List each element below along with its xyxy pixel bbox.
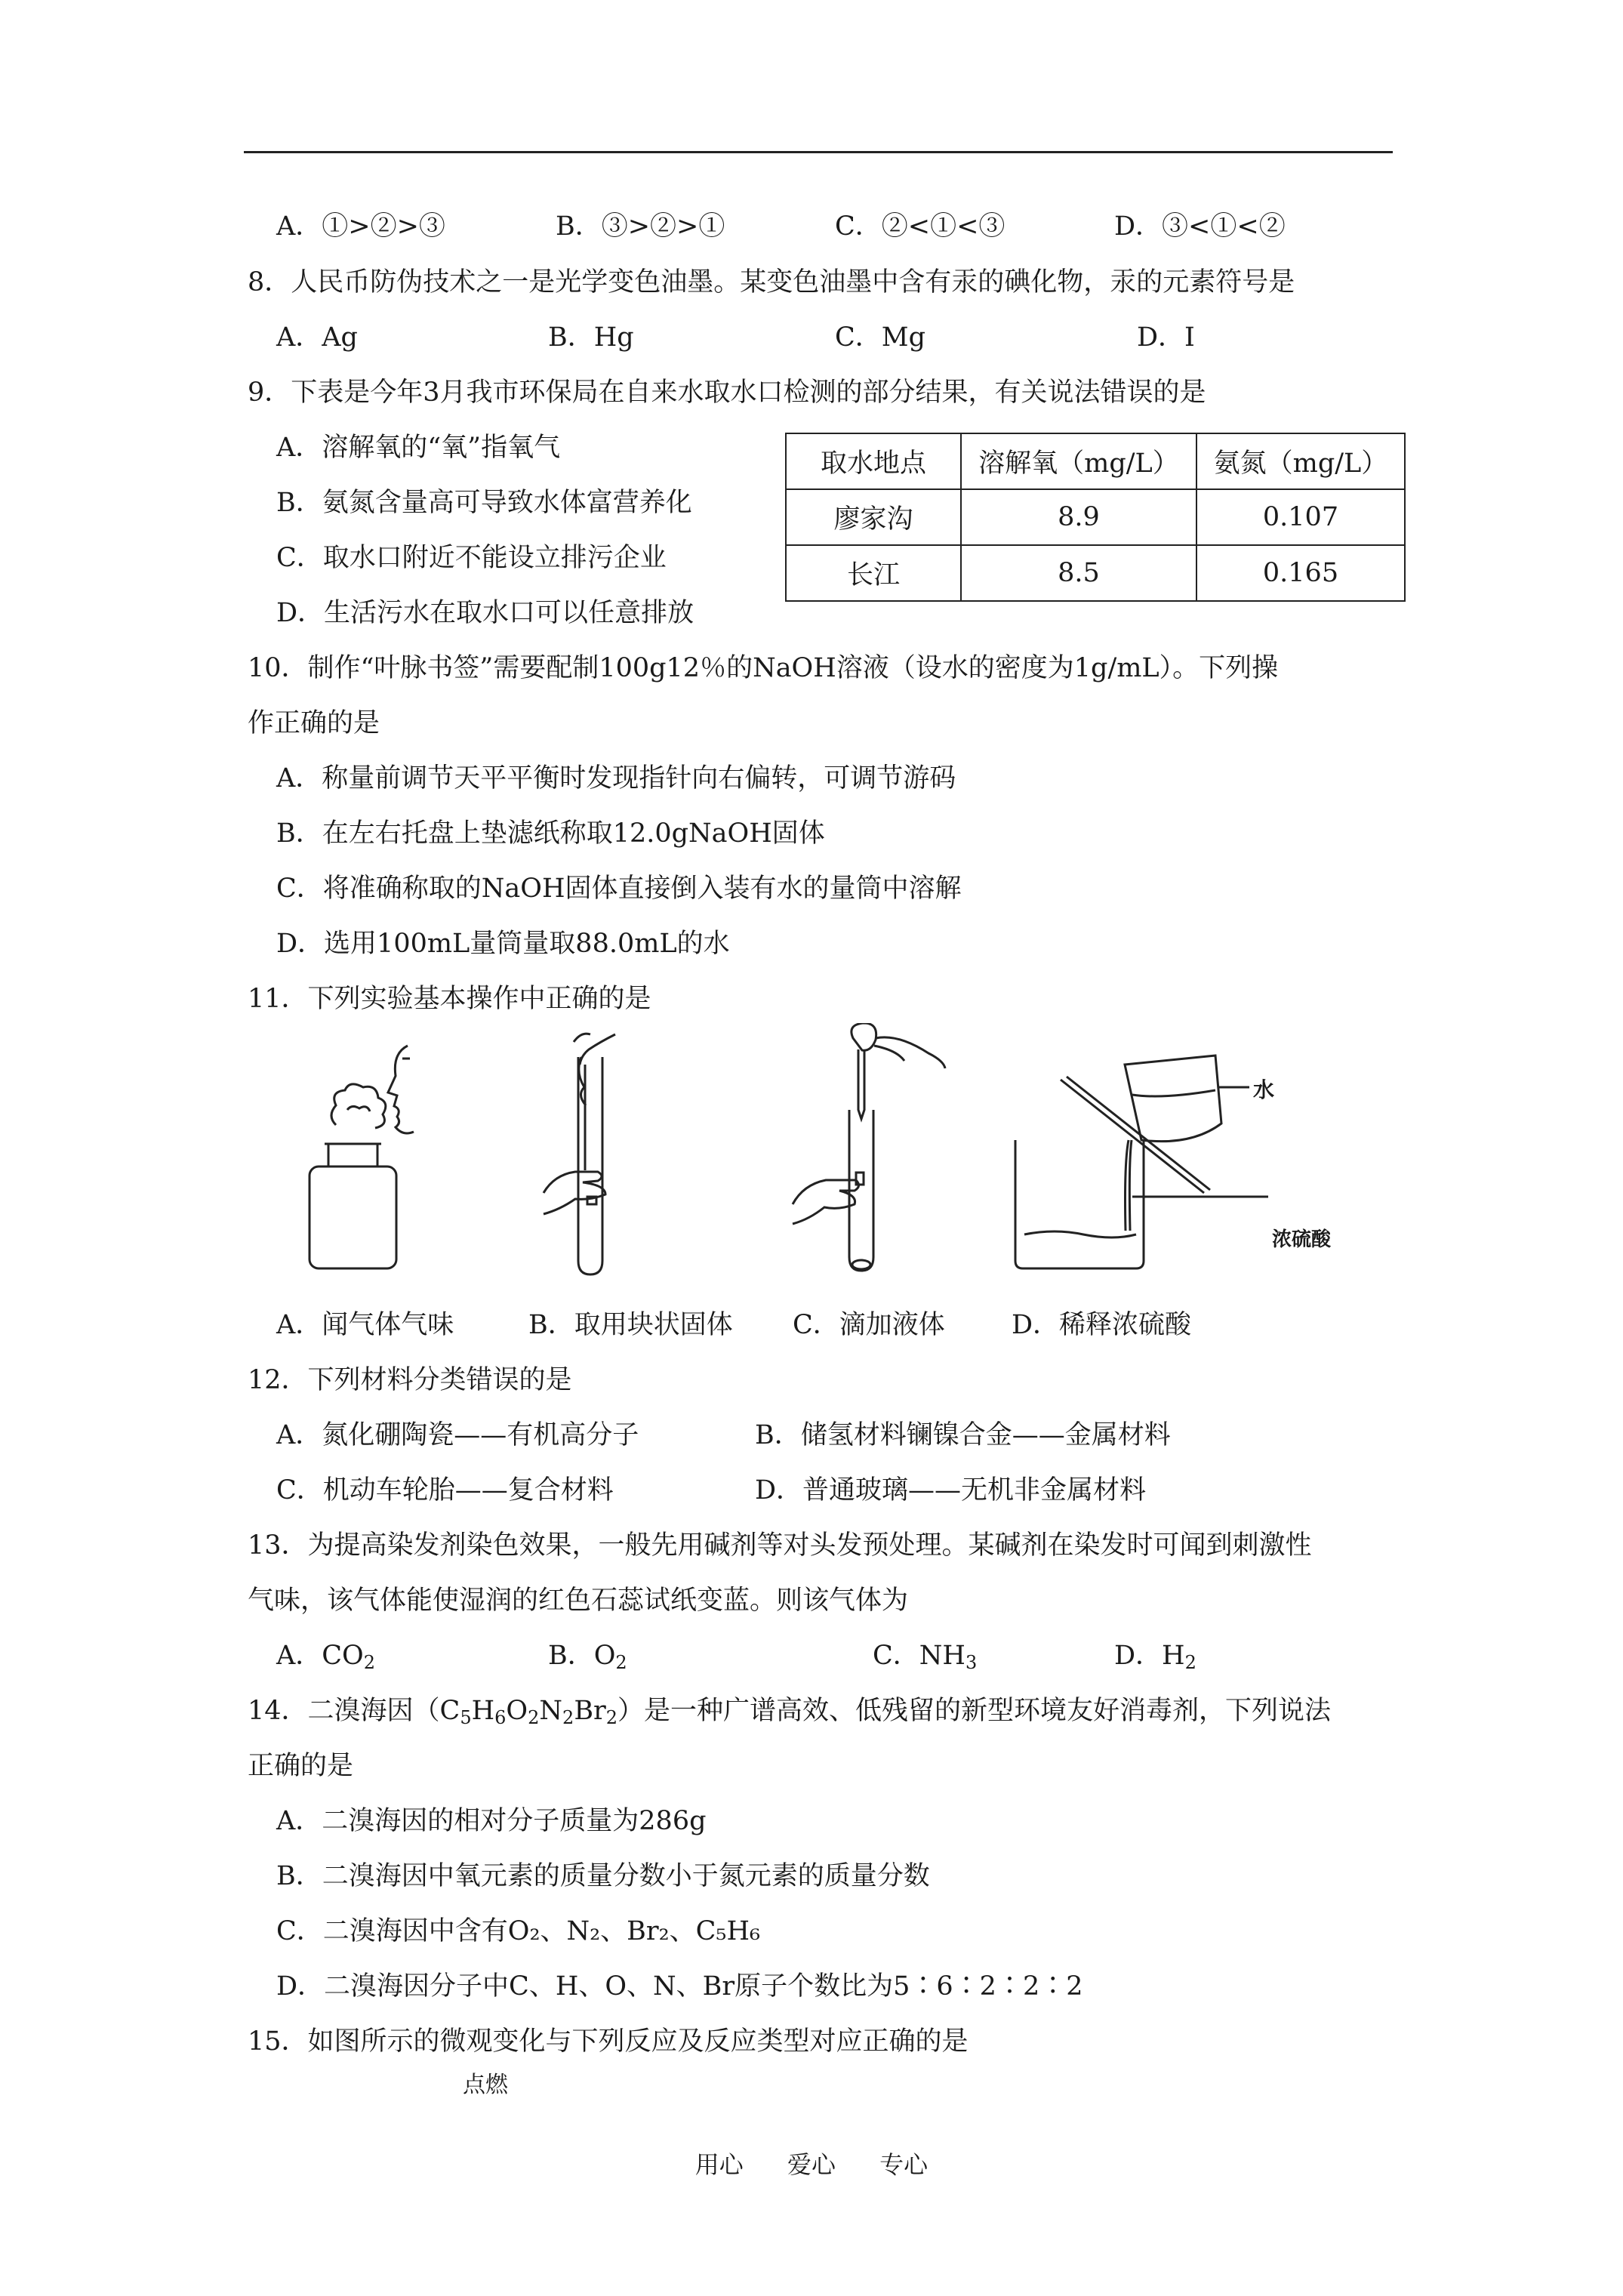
q9-option-a: A．溶解氧的“氧”指氧气 bbox=[276, 433, 561, 463]
q11-option-d: D．稀释浓硫酸 bbox=[1012, 1310, 1192, 1340]
q10-stem-line2: 作正确的是 bbox=[248, 708, 380, 738]
take-solid-illustration bbox=[528, 1027, 657, 1276]
table-cell: 0.165 bbox=[1196, 545, 1405, 601]
q12-option-a: A．氮化硼陶瓷——有机高分子 bbox=[276, 1420, 639, 1450]
table-row bbox=[786, 489, 1405, 545]
q9-option-d: D．生活污水在取水口可以任意排放 bbox=[276, 598, 694, 628]
table-row bbox=[786, 545, 1405, 601]
q7-option-c: C．②<①<③ bbox=[835, 211, 1006, 242]
q14-option-c: C．二溴海因中含有O₂、N₂、Br₂、C₅H₆ bbox=[276, 1916, 761, 1946]
q11-option-c: C．滴加液体 bbox=[793, 1310, 945, 1340]
header-rule bbox=[244, 151, 1393, 153]
q12-option-c: C．机动车轮胎——复合材料 bbox=[276, 1475, 614, 1505]
table-header-cell: 氨氮（mg/L） bbox=[1196, 433, 1405, 489]
q14-option-a: A．二溴海因的相对分子质量为286g bbox=[276, 1806, 707, 1836]
table-header-cell: 溶解氧（mg/L） bbox=[961, 433, 1196, 489]
q12-stem: 12．下列材料分类错误的是 bbox=[248, 1365, 572, 1395]
q8-stem: 8．人民币防伪技术之一是光学变色油墨。某变色油墨中含有汞的碘化物，汞的元素符号是 bbox=[248, 267, 1295, 297]
table-cell: 长江 bbox=[786, 545, 961, 601]
q13-stem-line2: 气味，该气体能使湿润的红色石蕊试纸变蓝。则该气体为 bbox=[248, 1586, 909, 1616]
q9-stem: 9．下表是今年3月我市环保局在自来水取水口检测的部分结果，有关说法错误的是 bbox=[248, 378, 1206, 408]
smell-gas-illustration bbox=[294, 1004, 438, 1276]
q8-option-a: A．Ag bbox=[276, 322, 358, 353]
q12-option-d: D．普通玻璃——无机非金属材料 bbox=[755, 1475, 1147, 1505]
water-quality-table bbox=[785, 433, 1406, 602]
q13-option-b: B．$O_2$ bbox=[548, 1641, 627, 1673]
q14-stem-line2: 正确的是 bbox=[248, 1751, 354, 1781]
q9-option-b: B．氨氮含量高可导致水体富营养化 bbox=[276, 488, 692, 518]
q14-option-b: B．二溴海因中氧元素的质量分数小于氮元素的质量分数 bbox=[276, 1861, 930, 1891]
label-water: 水 bbox=[1253, 1077, 1275, 1102]
q10-option-b: B．在左右托盘上垫滤纸称取12.0gNaOH固体 bbox=[276, 818, 825, 849]
q11-option-b: B．取用块状固体 bbox=[528, 1310, 733, 1340]
q7-option-b: B．③>②>① bbox=[556, 211, 725, 242]
q13-option-d: D．$H_2$ bbox=[1114, 1641, 1196, 1673]
footer-item: 用心 bbox=[694, 2150, 744, 2179]
q11-stem: 11．下列实验基本操作中正确的是 bbox=[248, 984, 651, 1014]
footer-item: 专心 bbox=[879, 2150, 929, 2179]
q8-option-c: C．Mg bbox=[835, 322, 926, 353]
q14-stem-line1: 14．二溴海因$(C_5H_6O_2N_2Br_2)$是一种广谱高效、低残留的新型环境友好消毒剂，下列说法 bbox=[248, 1696, 1332, 1728]
dilute-acid-illustration bbox=[978, 1049, 1295, 1276]
label-conc-acid: 浓硫酸 bbox=[1272, 1228, 1332, 1251]
table-cell: 8.5 bbox=[961, 545, 1196, 601]
q10-option-c: C．将准确称取的NaOH固体直接倒入装有水的量筒中溶解 bbox=[276, 874, 962, 904]
footer-item: 爱心 bbox=[787, 2150, 836, 2179]
q15-stem: 15．如图所示的微观变化与下列反应及反应类型对应正确的是 bbox=[248, 2026, 969, 2057]
q7-option-d: D．③<①<② bbox=[1114, 211, 1286, 242]
q13-stem-line1: 13．为提高染发剂染色效果，一般先用碱剂等对头发预处理。某碱剂在染发时可闻到刺激性 bbox=[248, 1530, 1312, 1561]
q8-option-b: B．Hg bbox=[548, 322, 634, 353]
table-cell: 廖家沟 bbox=[786, 489, 961, 545]
table-cell: 0.107 bbox=[1196, 489, 1405, 545]
q13-option-a: A．$CO_2$ bbox=[276, 1641, 376, 1673]
q9-option-c: C．取水口附近不能设立排污企业 bbox=[276, 543, 667, 573]
q8-option-d: D．I bbox=[1137, 322, 1195, 353]
q14-option-d: D．二溴海因分子中C、H、O、N、Br原子个数比为5∶6∶2∶2∶2 bbox=[276, 1971, 1083, 2002]
q10-option-d: D．选用100mL量筒量取88.0mL的水 bbox=[276, 929, 730, 959]
q7-option-a: A．①>②>③ bbox=[276, 211, 445, 242]
drop-liquid-illustration bbox=[778, 1023, 951, 1272]
q12-option-b: B．储氢材料镧镍合金——金属材料 bbox=[755, 1420, 1171, 1450]
table-cell: 8.9 bbox=[961, 489, 1196, 545]
q11-option-a: A．闻气体气味 bbox=[276, 1310, 454, 1340]
table-header-cell: 取水地点 bbox=[786, 433, 961, 489]
q15-ignite-label: 点燃 bbox=[463, 2072, 508, 2098]
table-header-row bbox=[786, 433, 1405, 489]
q13-option-c: C．$NH_3$ bbox=[873, 1641, 978, 1673]
page-footer bbox=[0, 2146, 1623, 2180]
q10-option-a: A．称量前调节天平平衡时发现指针向右偏转，可调节游码 bbox=[276, 763, 956, 794]
q10-stem-line1: 10．制作“叶脉书签”需要配制100g12％的NaOH溶液（设水的密度为1g/mL）。下列操 bbox=[248, 653, 1279, 683]
